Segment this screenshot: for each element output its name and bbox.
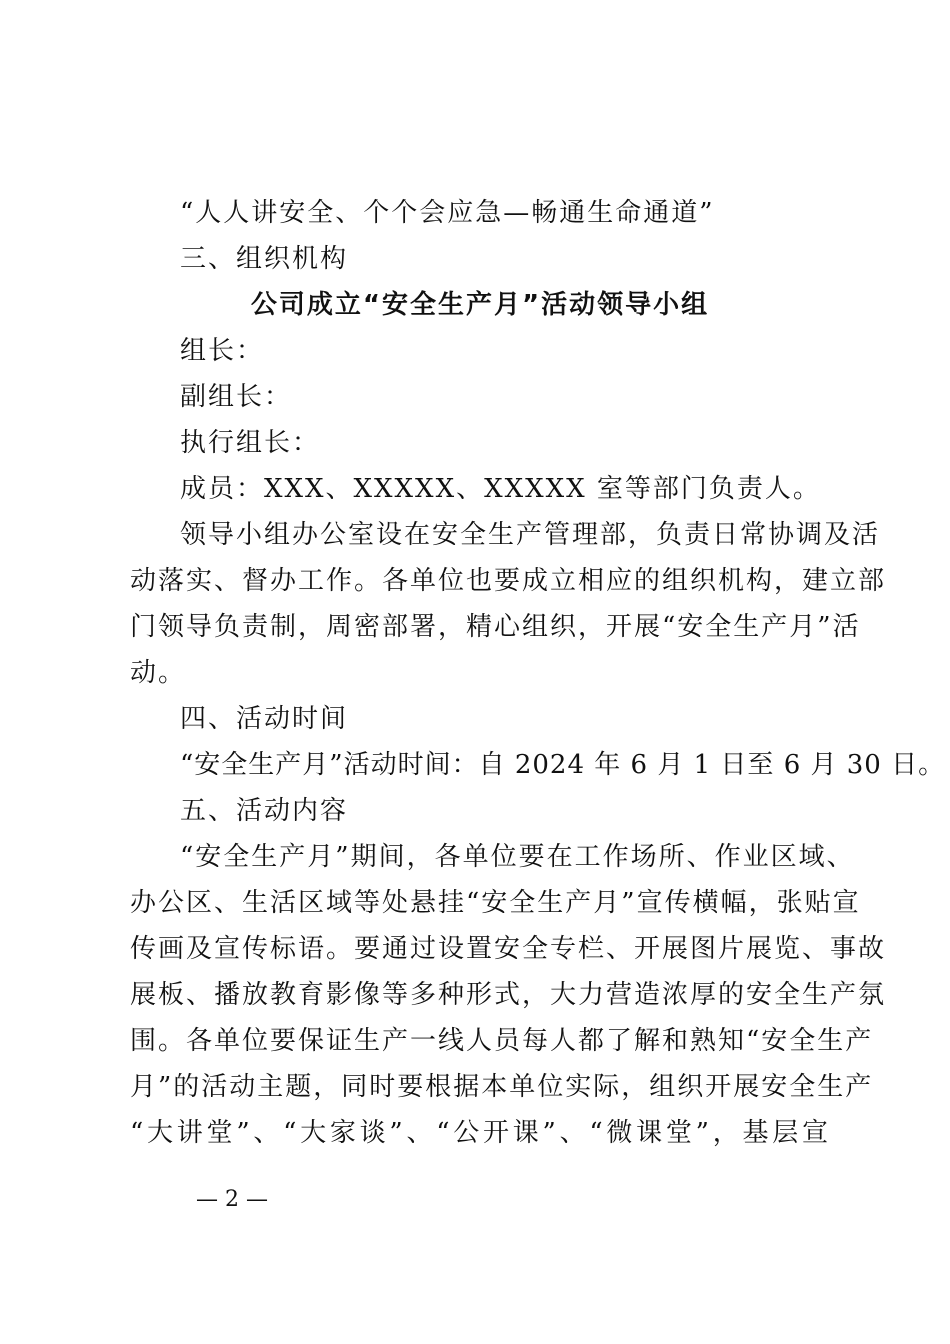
paragraph-line: 传画及宣传标语。要通过设置安全专栏、开展图片展览、事故 — [130, 934, 887, 964]
paragraph-line: 展板、播放教育影像等多种形式，大力营造浓厚的安全生产氛 — [130, 980, 887, 1010]
activity-time-line: “安全生产月”活动时间：自 2024 年 6 月 1 日至 6 月 30 日。 — [180, 750, 946, 780]
section-heading-organization: 三、组织机构 — [180, 244, 349, 274]
group-title: 公司成立“安全生产月”活动领导小组 — [250, 290, 710, 320]
members-line: 成员：XXX、XXXXX、XXXXX 室等部门负责人。 — [180, 474, 821, 504]
paragraph-line: “安全生产月”期间，各单位要在工作场所、作业区域、 — [180, 842, 855, 872]
paragraph-line: 围。各单位要保证生产一线人员每人都了解和熟知“安全生产 — [130, 1026, 874, 1056]
paragraph-line: 门领导负责制，周密部署，精心组织，开展“安全生产月”活 — [130, 612, 861, 642]
paragraph-line: 月”的活动主题，同时要根据本单位实际，组织开展安全生产 — [130, 1072, 874, 1102]
section-heading-content: 五、活动内容 — [180, 796, 349, 826]
paragraph-line: 办公区、生活区域等处悬挂“安全生产月”宣传横幅，张贴宣 — [130, 888, 861, 918]
theme-line: “人人讲安全、个个会应急—畅通生命通道” — [180, 198, 715, 228]
page-number: — 2 — — [196, 1187, 268, 1212]
paragraph-line: 动。 — [130, 658, 187, 688]
paragraph-line: “大讲堂”、“大家谈”、“公开课”、“微课堂”，基层宣 — [130, 1118, 830, 1148]
paragraph-line: 领导小组办公室设在安全生产管理部，负责日常协调及活 — [180, 520, 881, 550]
paragraph-line: 动落实、督办工作。各单位也要成立相应的组织机构，建立部 — [130, 566, 887, 596]
leader-line: 组长： — [180, 336, 265, 366]
section-heading-time: 四、活动时间 — [180, 704, 349, 734]
executive-leader-line: 执行组长： — [180, 428, 321, 458]
deputy-leader-line: 副组长： — [180, 382, 293, 412]
